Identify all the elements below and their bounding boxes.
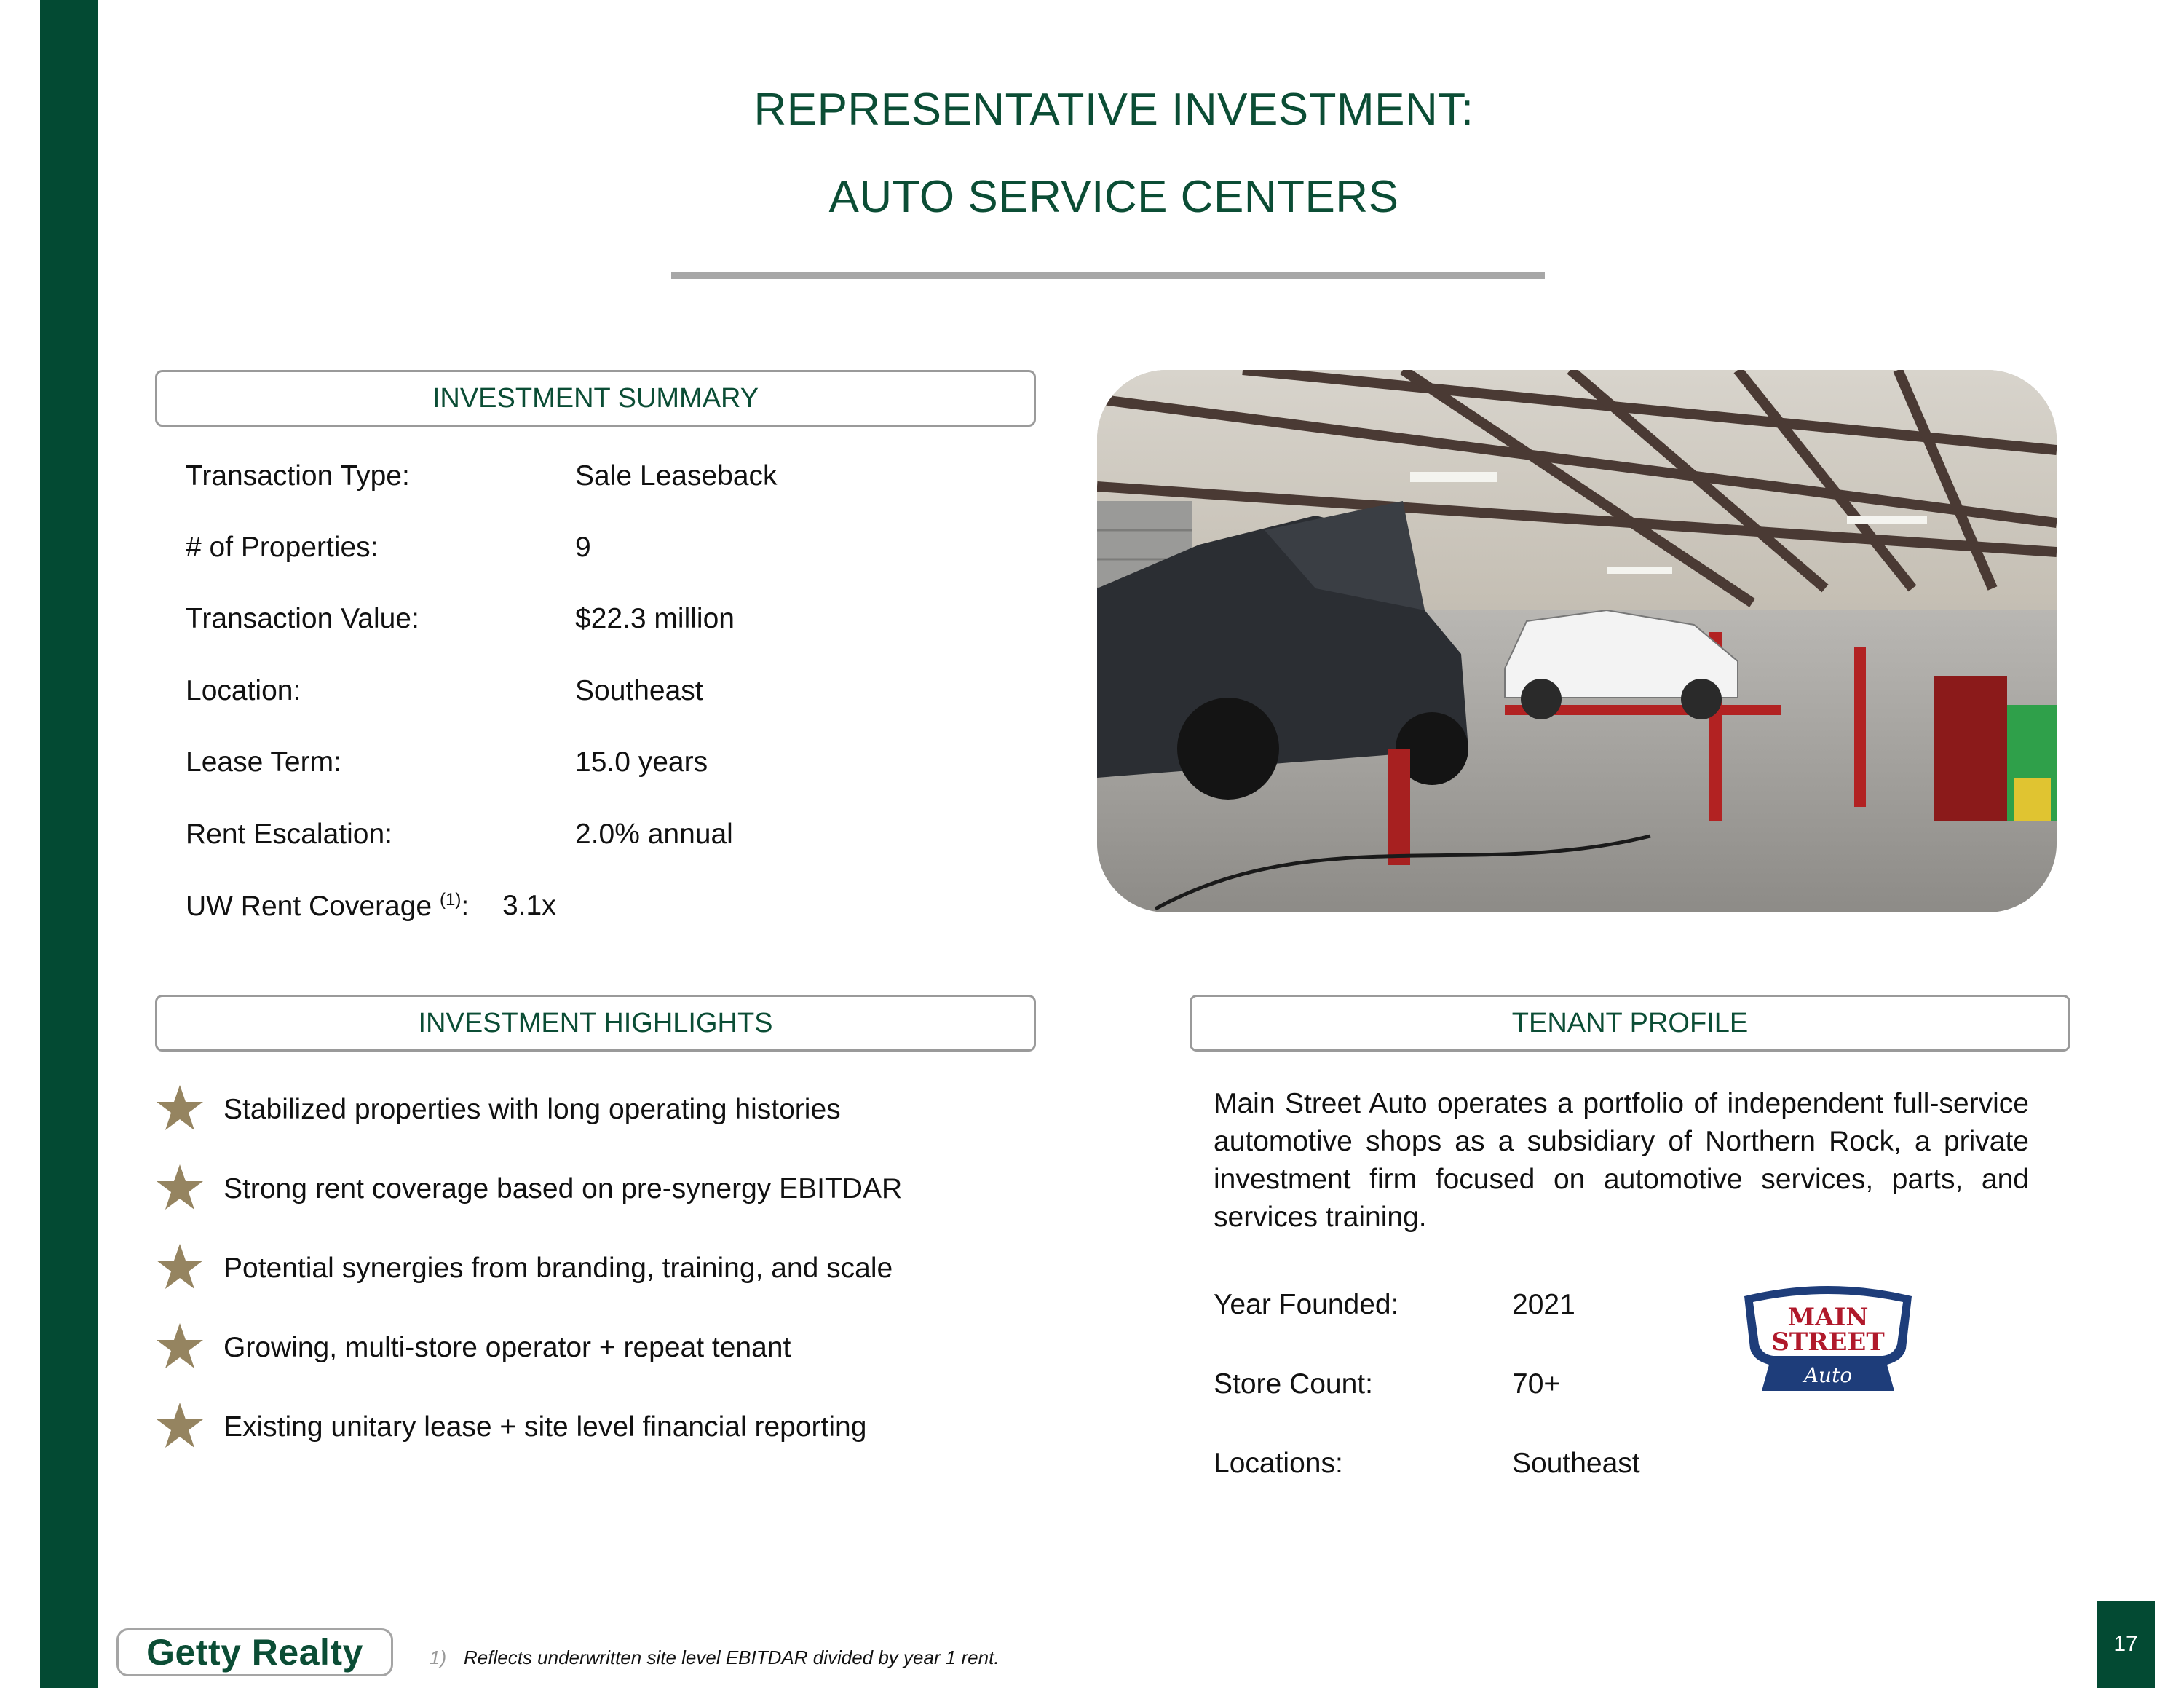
highlight-item: Existing unitary lease + site level financial reporting <box>223 1411 867 1443</box>
rent-coverage-label <box>186 890 469 923</box>
footnote-ref: (1) <box>439 890 462 910</box>
highlight-item: Potential synergies from branding, training, and scale <box>223 1253 893 1284</box>
star-icon <box>155 1322 205 1371</box>
year-founded-value: 2021 <box>1512 1289 1575 1320</box>
locations-value: Southeast <box>1512 1448 1640 1479</box>
year-founded-label: Year Founded: <box>1214 1289 1399 1320</box>
locations-label: Locations: <box>1214 1448 1343 1479</box>
tenant-profile-heading: TENANT PROFILE <box>1511 1007 1749 1038</box>
footnote-text: Reflects underwritten site level EBITDAR divided by year 1 rent. <box>464 1646 1000 1668</box>
main-street-auto-logo <box>1741 1282 1915 1398</box>
page-number-box <box>2097 1601 2155 1688</box>
logo-text-auto: Auto <box>1803 1363 1853 1387</box>
lease-term-label: Lease Term: <box>186 746 341 778</box>
logo-text-main: MAIN <box>1787 1303 1869 1332</box>
location-value: Southeast <box>575 675 703 706</box>
location-label: Location: <box>186 675 301 706</box>
investment-highlights-header <box>155 995 1036 1052</box>
left-accent-bar <box>40 0 98 1688</box>
footnote-number: 1) <box>430 1646 447 1668</box>
title-divider <box>671 272 1545 279</box>
store-count-value: 70+ <box>1512 1368 1561 1400</box>
logo-text-street: STREET <box>1771 1328 1885 1357</box>
properties-count-label: # of Properties: <box>186 532 379 563</box>
rent-escalation-value: 2.0% annual <box>575 819 733 850</box>
transaction-value-value: $22.3 million <box>575 603 735 634</box>
star-icon <box>155 1242 205 1292</box>
investment-summary-heading: INVESTMENT SUMMARY <box>432 382 759 414</box>
properties-count-value: 9 <box>575 532 591 563</box>
transaction-value-label: Transaction Value: <box>186 603 419 634</box>
star-icon <box>155 1401 205 1451</box>
page-number: 17 <box>2113 1632 2138 1656</box>
lease-term-value: 15.0 years <box>575 746 708 778</box>
highlight-item: Strong rent coverage based on pre-synergy EBITDAR <box>223 1173 903 1204</box>
highlight-item: Stabilized properties with long operating histories <box>223 1094 841 1125</box>
rent-coverage-colon: : <box>461 891 470 922</box>
transaction-type-value: Sale Leaseback <box>575 460 778 492</box>
star-icon <box>155 1163 205 1212</box>
auto-shop-illustration <box>1097 370 2057 912</box>
investment-summary-header <box>155 370 1036 427</box>
page-title-line1: REPRESENTATIVE INVESTMENT: <box>753 84 1474 135</box>
transaction-type-label: Transaction Type: <box>186 460 410 492</box>
highlight-item: Growing, multi-store operator + repeat tenant <box>223 1332 791 1363</box>
store-count-label: Store Count: <box>1214 1368 1373 1400</box>
rent-coverage-value: 3.1x <box>502 890 556 921</box>
rent-coverage-label-text: UW Rent Coverage <box>186 891 432 922</box>
getty-realty-logo: Getty Realty <box>116 1628 393 1676</box>
auto-service-shop-photo <box>1097 370 2057 912</box>
star-icon <box>155 1084 205 1133</box>
tenant-profile-header <box>1190 995 2070 1052</box>
page-title-line2: AUTO SERVICE CENTERS <box>828 172 1399 222</box>
investment-highlights-heading: INVESTMENT HIGHLIGHTS <box>418 1007 773 1038</box>
tenant-description: Main Street Auto operates a portfolio of independent full-service automotive shops as a subsidiary of Northern Rock, a private investment firm focused on automotive services, parts, and services training. <box>1214 1088 2029 1233</box>
rent-escalation-label: Rent Escalation: <box>186 819 392 850</box>
